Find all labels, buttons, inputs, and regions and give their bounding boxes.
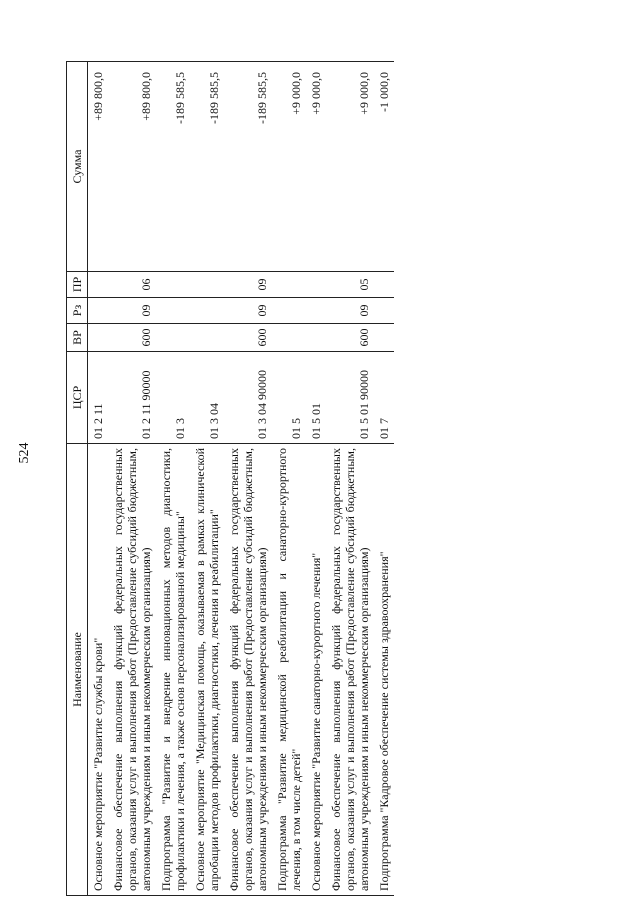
table-row [306, 62, 326, 896]
row-csr: 01 7 [374, 352, 394, 444]
row-pr: 09 [224, 272, 272, 298]
row-pr [190, 272, 224, 298]
row-csr: 01 3 04 90000 [224, 352, 272, 444]
row-csr: 01 5 [272, 352, 306, 444]
header-name: Наименование [67, 444, 88, 896]
row-sum: +9 000,0 [306, 62, 326, 272]
row-vr [88, 324, 109, 352]
page-number: 524 [17, 442, 32, 464]
row-name: Основное мероприятие "Развитие службы крови" [88, 444, 109, 896]
row-name: Финансовое обеспечение выполнения функций федеральных государственных органов, оказания услуг и выполнения работ (Предоставление субсидий бюджетным, автономным учреждениям и иным некоммерческим организациям) [224, 444, 272, 896]
row-sum: -189 585,5 [224, 62, 272, 272]
row-rz [88, 298, 109, 324]
row-name: Финансовое обеспечение выполнения функций федеральных государственных органов, оказания услуг и выполнения работ (Предоставление субсидий бюджетным, автономным учреждениям и иным некоммерческим организациям) [326, 444, 374, 896]
row-vr [156, 324, 190, 352]
row-sum: -1 000,0 [374, 62, 394, 272]
table-row [156, 62, 190, 896]
row-sum: +89 800,0 [108, 62, 156, 272]
row-vr: 600 [108, 324, 156, 352]
header-csr: ЦСР [67, 352, 88, 444]
row-rz: 09 [108, 298, 156, 324]
row-sum: +9 000,0 [326, 62, 374, 272]
row-rz [156, 298, 190, 324]
row-pr [272, 272, 306, 298]
table-row [326, 62, 374, 896]
table-row [108, 62, 156, 896]
budget-table-sheet [66, 62, 602, 896]
row-pr: 05 [326, 272, 374, 298]
row-name: Финансовое обеспечение выполнения функций федеральных государственных органов, оказания услуг и выполнения работ (Предоставление субсидий бюджетным, автономным учреждениям и иным некоммерческим организациям) [108, 444, 156, 896]
row-sum: +89 800,0 [88, 62, 109, 272]
row-csr: 01 2 11 90000 [108, 352, 156, 444]
row-csr: 01 2 11 [88, 352, 109, 444]
row-pr [374, 272, 394, 298]
table-row [190, 62, 224, 896]
row-name: Подпрограмма "Развитие и внедрение инновационных методов диагностики, профилактики и лечения, а также основ персонализированной медицины" [156, 444, 190, 896]
header-rz: Рз [67, 298, 88, 324]
row-vr: 600 [326, 324, 374, 352]
table-row [224, 62, 272, 896]
table-header-row [67, 62, 88, 896]
row-pr [88, 272, 109, 298]
row-rz [374, 298, 394, 324]
table-row [374, 62, 394, 896]
header-pr: ПР [67, 272, 88, 298]
row-csr: 01 3 04 [190, 352, 224, 444]
row-vr [306, 324, 326, 352]
row-pr [156, 272, 190, 298]
row-vr [272, 324, 306, 352]
row-pr: 06 [108, 272, 156, 298]
row-vr [190, 324, 224, 352]
row-name: Основное мероприятие "Развитие санаторно-курортного лечения" [306, 444, 326, 896]
row-csr: 01 5 01 [306, 352, 326, 444]
row-csr: 01 5 01 90000 [326, 352, 374, 444]
budget-table [66, 61, 394, 896]
row-rz [190, 298, 224, 324]
row-csr: 01 3 [156, 352, 190, 444]
row-name: Подпрограмма "Развитие медицинской реабилитации и санаторно-курортного лечения, в том числе детей" [272, 444, 306, 896]
row-rz [272, 298, 306, 324]
row-rz [306, 298, 326, 324]
row-rz: 09 [224, 298, 272, 324]
row-sum: -189 585,5 [156, 62, 190, 272]
row-rz: 09 [326, 298, 374, 324]
row-pr [306, 272, 326, 298]
row-sum: +9 000,0 [272, 62, 306, 272]
header-vr: ВР [67, 324, 88, 352]
table-row [88, 62, 109, 896]
row-vr: 600 [224, 324, 272, 352]
row-vr [374, 324, 394, 352]
header-sum: Сумма [67, 62, 88, 272]
row-name: Подпрограмма "Кадровое обеспечение системы здравоохранения" [374, 444, 394, 896]
table-row [272, 62, 306, 896]
row-name: Основное мероприятие "Медицинская помощь, оказываемая в рамках клинической апробации методов профилактики, диагностики, лечения и реабилитации" [190, 444, 224, 896]
row-sum: -189 585,5 [190, 62, 224, 272]
